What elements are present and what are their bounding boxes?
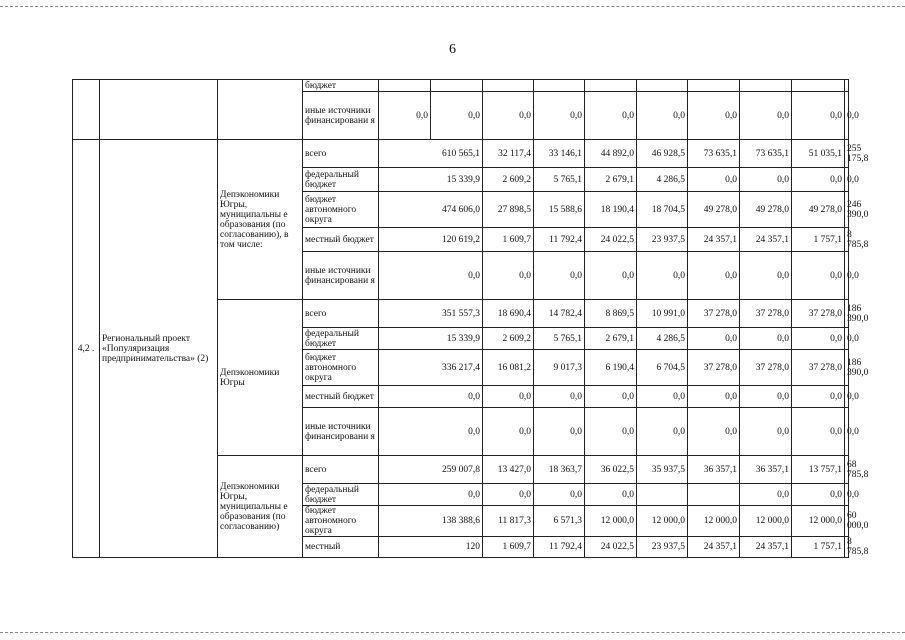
value-cell: 0,0 (534, 386, 585, 408)
value-cell: 0,0 (792, 252, 845, 300)
value-cell (431, 80, 483, 92)
value-cell: 0,0 (637, 92, 688, 140)
value-cell: 0,0 (483, 92, 534, 140)
value-cell: 186 390,0 (845, 300, 849, 328)
value-cell (740, 80, 792, 92)
value-cell: 0,0 (379, 386, 483, 408)
value-cell: 0,0 (688, 252, 740, 300)
project-name: Региональный проект «Популяризация предпринимательства» (2) (100, 140, 218, 558)
value-cell: 0,0 (740, 168, 792, 192)
value-cell: 0,0 (845, 168, 849, 192)
value-cell: 18 704,5 (637, 192, 688, 228)
source-cell: иные источники финансировани я (303, 252, 379, 300)
executor-cell-blank (218, 80, 303, 140)
value-cell (534, 80, 585, 92)
value-cell: 23 937,5 (637, 537, 688, 558)
value-cell: 0,0 (637, 386, 688, 408)
financing-table (72, 79, 869, 558)
value-cell: 1 757,1 (792, 537, 845, 558)
value-cell: 259 007,8 (379, 456, 483, 484)
value-cell: 5 765,1 (534, 328, 585, 350)
value-cell: 0,0 (431, 92, 483, 140)
page-number: 6 (449, 42, 456, 57)
value-cell: 336 217,4 (379, 350, 483, 386)
value-cell (688, 484, 740, 506)
value-cell: 37 278,0 (740, 350, 792, 386)
value-cell: 24 357,1 (740, 537, 792, 558)
value-cell: 13 757,1 (792, 456, 845, 484)
value-cell: 4 286,5 (637, 168, 688, 192)
value-cell (637, 80, 688, 92)
value-cell: 0,0 (845, 328, 849, 350)
value-cell: 36 357,1 (740, 456, 792, 484)
source-cell: бюджет автономного округа (303, 506, 379, 537)
value-cell: 4 286,5 (637, 328, 688, 350)
value-cell: 1 609,7 (483, 537, 534, 558)
value-cell: 33 146,1 (534, 140, 585, 168)
value-cell: 0,0 (585, 92, 637, 140)
value-cell: 2 609,2 (483, 168, 534, 192)
value-cell (585, 80, 637, 92)
value-cell: 10 991,0 (637, 300, 688, 328)
source-cell: местный (303, 537, 379, 558)
value-cell: 0,0 (483, 252, 534, 300)
value-cell: 610 565,1 (379, 140, 483, 168)
value-cell: 0,0 (740, 92, 792, 140)
value-cell: 16 081,2 (483, 350, 534, 386)
value-cell: 49 278,0 (792, 192, 845, 228)
value-cell: 2 679,1 (585, 168, 637, 192)
value-cell: 15 588,6 (534, 192, 585, 228)
value-cell: 0,0 (688, 408, 740, 456)
value-cell: 2 609,2 (483, 328, 534, 350)
value-cell: 0,0 (845, 252, 849, 300)
value-cell: 0,0 (585, 408, 637, 456)
value-cell: 6 704,5 (637, 350, 688, 386)
value-cell: 12 000,0 (637, 506, 688, 537)
value-cell: 18 363,7 (534, 456, 585, 484)
value-cell: 120 619,2 (379, 228, 483, 252)
value-cell: 0,0 (740, 408, 792, 456)
value-cell: 474 606,0 (379, 192, 483, 228)
value-cell: 0,0 (379, 408, 483, 456)
value-cell: 1 609,7 (483, 228, 534, 252)
value-cell: 1 757,1 (792, 228, 845, 252)
value-cell: 8 869,5 (585, 300, 637, 328)
value-cell: 24 022,5 (585, 537, 637, 558)
value-cell: 0,0 (792, 386, 845, 408)
value-cell: 24 357,1 (688, 537, 740, 558)
value-cell: 6 190,4 (585, 350, 637, 386)
value-cell: 36 022,5 (585, 456, 637, 484)
value-cell: 37 278,0 (688, 350, 740, 386)
source-cell: всего (303, 140, 379, 168)
value-cell: 0,0 (740, 386, 792, 408)
value-cell: 0,0 (845, 92, 849, 140)
source-cell: бюджет автономного округа (303, 350, 379, 386)
index-cell-blank (73, 80, 100, 140)
source-cell: всего (303, 300, 379, 328)
value-cell: 18 190,4 (585, 192, 637, 228)
value-cell: 24 357,1 (740, 228, 792, 252)
value-cell: 0,0 (637, 252, 688, 300)
value-cell: 32 117,4 (483, 140, 534, 168)
value-cell: 0,0 (845, 484, 849, 506)
value-cell: 0,0 (379, 252, 483, 300)
value-cell (637, 484, 688, 506)
value-cell: 37 278,0 (792, 300, 845, 328)
value-cell: 24 022,5 (585, 228, 637, 252)
scan-bottom-edge (0, 632, 905, 633)
value-cell: 73 635,1 (740, 140, 792, 168)
value-cell: 12 000,0 (688, 506, 740, 537)
value-cell: 18 690,4 (483, 300, 534, 328)
executor-cell: Депэкономики Югры (218, 300, 303, 456)
value-cell: 0,0 (534, 408, 585, 456)
value-cell: 0,0 (792, 408, 845, 456)
value-cell: 0,0 (792, 484, 845, 506)
project-cell-blank (100, 80, 218, 140)
value-cell: 0,0 (792, 168, 845, 192)
source-cell: местный бюджет (303, 228, 379, 252)
value-cell: 37 278,0 (740, 300, 792, 328)
source-cell: бюджет автономного округа (303, 192, 379, 228)
value-cell: 37 278,0 (688, 300, 740, 328)
value-cell: 49 278,0 (740, 192, 792, 228)
source-cell: местный бюджет (303, 386, 379, 408)
value-cell: 0,0 (845, 408, 849, 456)
value-cell: 138 388,6 (379, 506, 483, 537)
executor-cell: Депэкономики Югры, муниципальны е образования (по согласованию), в том числе: (218, 140, 303, 300)
value-cell: 0,0 (379, 92, 431, 140)
value-cell: 44 892,0 (585, 140, 637, 168)
value-cell: 5 765,1 (534, 168, 585, 192)
value-cell: 14 782,4 (534, 300, 585, 328)
value-cell: 8 785,8 (845, 228, 849, 252)
value-cell (792, 80, 845, 92)
table-row (73, 140, 849, 168)
source-cell: бюджет (303, 80, 379, 92)
value-cell: 0,0 (740, 252, 792, 300)
value-cell: 11 817,3 (483, 506, 534, 537)
source-cell: иные источники финансировани я (303, 92, 379, 140)
value-cell: 12 000,0 (792, 506, 845, 537)
source-cell: иные источники финансировани я (303, 408, 379, 456)
value-cell: 120 (379, 537, 483, 558)
value-cell: 0,0 (688, 328, 740, 350)
value-cell: 0,0 (483, 408, 534, 456)
value-cell: 0,0 (585, 484, 637, 506)
value-cell: 36 357,1 (688, 456, 740, 484)
value-cell: 0,0 (534, 92, 585, 140)
value-cell: 60 000,0 (845, 506, 849, 537)
value-cell: 0,0 (688, 92, 740, 140)
value-cell: 0,0 (792, 328, 845, 350)
project-index: 4,2 . (73, 140, 100, 558)
value-cell: 186 390,0 (845, 350, 849, 386)
value-cell: 51 035,1 (792, 140, 845, 168)
value-cell: 49 278,0 (688, 192, 740, 228)
executor-cell: Депэкономики Югры, муниципальны е образования (по согласованию) (218, 456, 303, 558)
value-cell: 12 000,0 (740, 506, 792, 537)
value-cell: 15 339,9 (379, 168, 483, 192)
value-cell: 13 427,0 (483, 456, 534, 484)
value-cell: 0,0 (740, 328, 792, 350)
value-cell: 0,0 (483, 386, 534, 408)
value-cell: 11 792,4 (534, 228, 585, 252)
value-cell: 6 571,3 (534, 506, 585, 537)
value-cell: 255 175,8 (845, 140, 849, 168)
value-cell: 24 357,1 (688, 228, 740, 252)
value-cell: 0,0 (379, 484, 483, 506)
value-cell: 68 785,8 (845, 456, 849, 484)
value-cell (379, 80, 431, 92)
source-cell: федеральный бюджет (303, 168, 379, 192)
value-cell (483, 80, 534, 92)
value-cell: 0,0 (845, 386, 849, 408)
value-cell: 351 557,3 (379, 300, 483, 328)
value-cell: 35 937,5 (637, 456, 688, 484)
value-cell: 0,0 (688, 168, 740, 192)
value-cell: 37 278,0 (792, 350, 845, 386)
value-cell: 0,0 (585, 386, 637, 408)
value-cell (845, 80, 849, 92)
value-cell: 8 785,8 (845, 537, 849, 558)
value-cell: 0,0 (637, 408, 688, 456)
value-cell: 0,0 (534, 252, 585, 300)
value-cell: 246 390,0 (845, 192, 849, 228)
value-cell: 0,0 (585, 252, 637, 300)
source-cell: федеральный бюджет (303, 328, 379, 350)
source-cell: всего (303, 456, 379, 484)
value-cell: 27 898,5 (483, 192, 534, 228)
value-cell (688, 80, 740, 92)
table-row (73, 80, 849, 92)
value-cell: 73 635,1 (688, 140, 740, 168)
value-cell: 11 792,4 (534, 537, 585, 558)
value-cell: 0,0 (688, 386, 740, 408)
scan-top-edge (0, 6, 905, 7)
value-cell: 9 017,3 (534, 350, 585, 386)
value-cell: 12 000,0 (585, 506, 637, 537)
value-cell: 46 928,5 (637, 140, 688, 168)
value-cell: 0,0 (534, 484, 585, 506)
value-cell: 0,0 (792, 92, 845, 140)
value-cell: 0,0 (740, 484, 792, 506)
source-cell: федеральный бюджет (303, 484, 379, 506)
value-cell: 23 937,5 (637, 228, 688, 252)
value-cell: 2 679,1 (585, 328, 637, 350)
value-cell: 0,0 (483, 484, 534, 506)
value-cell: 15 339,9 (379, 328, 483, 350)
